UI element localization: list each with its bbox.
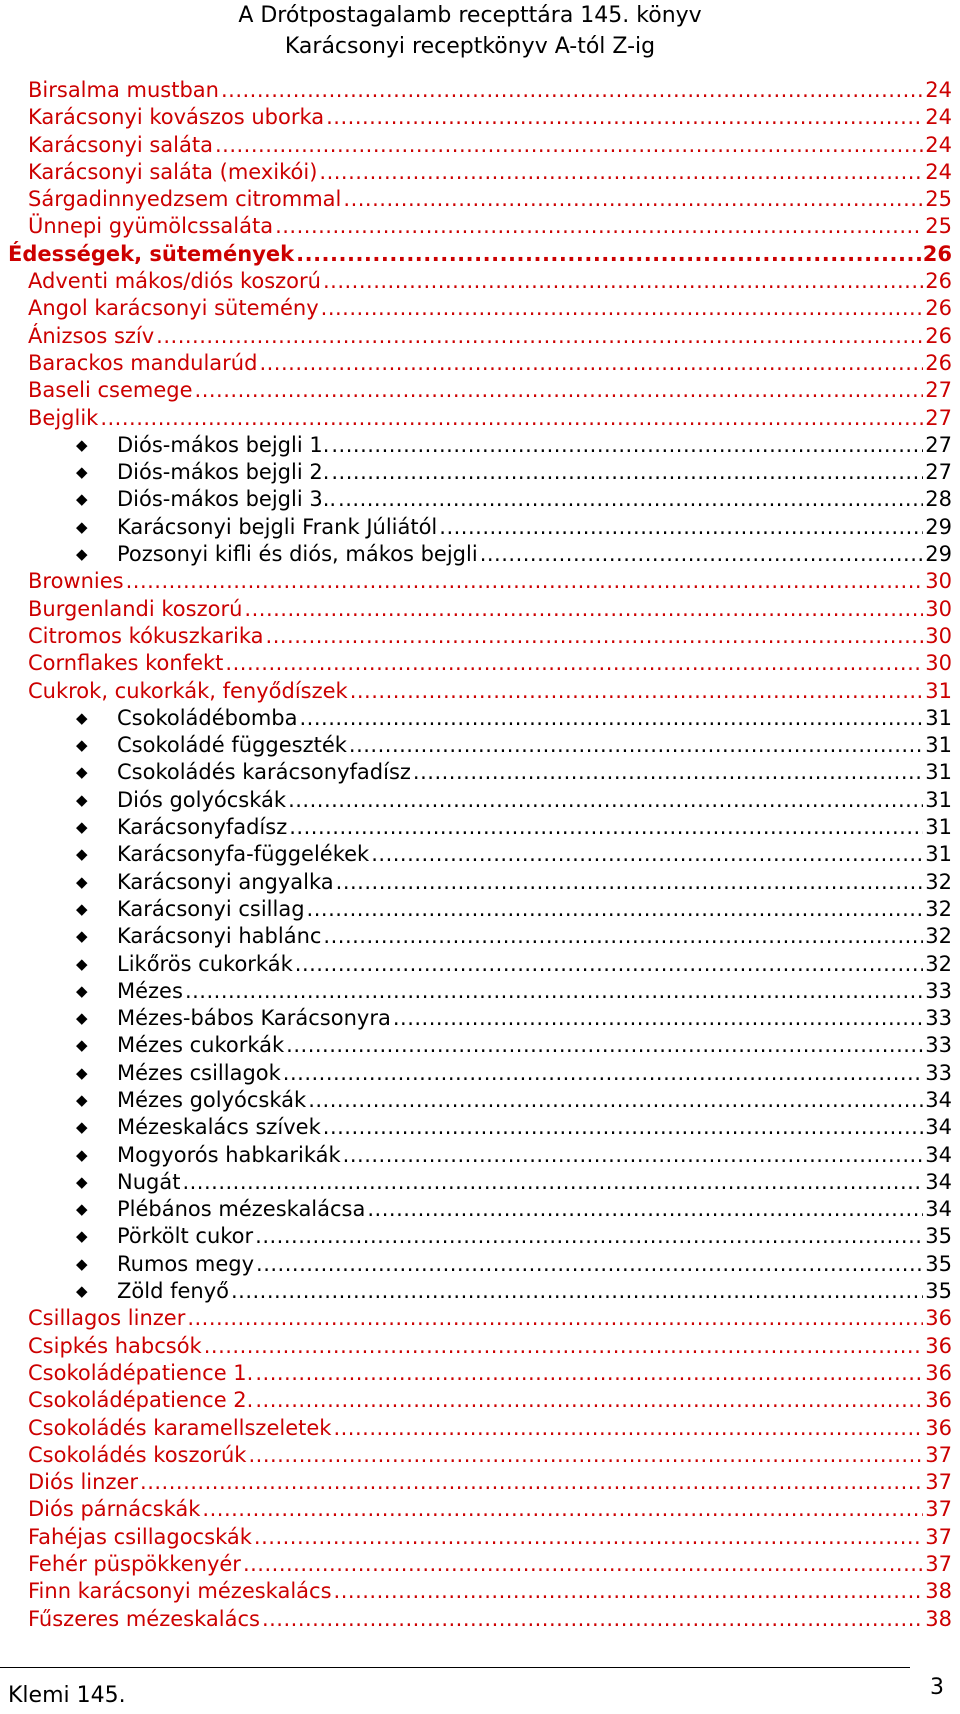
toc-subentry[interactable] [0,841,960,868]
toc-entry[interactable] [0,377,960,404]
toc-entry-title: Likőrös cukorkák [117,951,293,976]
dot-leader [225,650,923,677]
toc-entry[interactable] [0,1606,960,1633]
toc-entry-page: 30 [925,569,952,594]
toc-entry-page: 37 [925,1524,952,1549]
toc-entry-page: 32 [925,896,952,921]
toc-entry-title: Karácsonyi hablánc [117,924,322,949]
toc-entry-page: 31 [925,815,952,840]
diamond-bullet-icon: ◆ [76,954,88,973]
toc-subentry[interactable] [0,896,960,923]
toc-entry-page: 32 [925,924,952,949]
toc-entry-page: 24 [925,132,952,157]
diamond-bullet-icon: ◆ [76,490,88,509]
toc-entry[interactable] [0,1496,960,1523]
toc-entry-page: 31 [925,760,952,785]
toc-entry[interactable] [0,1333,960,1360]
toc-entry[interactable] [0,596,960,623]
toc-entry-page: 31 [925,787,952,812]
toc-entry-page: 30 [925,623,952,648]
toc-entry-title: Karácsonyi bejgli Frank Júliától [117,514,438,539]
dot-leader [319,159,923,186]
toc-entry-title: Diós golyócskák [117,787,287,812]
toc-entry-title: Karácsonyi csillag [117,896,305,921]
dot-leader [349,732,923,759]
toc-entry-page: 36 [925,1360,952,1385]
toc-entry-title: Fehér püspökkenyér [28,1552,241,1577]
dot-leader [343,1142,924,1169]
dot-leader [323,268,923,295]
diamond-bullet-icon: ◆ [76,1145,88,1164]
diamond-bullet-icon: ◆ [76,708,88,727]
toc-subentry[interactable] [0,1251,960,1278]
toc-entry-title: Zöld fenyő [117,1279,229,1304]
toc-entry-page: 30 [925,651,952,676]
toc-entry-page: 26 [925,269,952,294]
toc-entry-page: 25 [925,214,952,239]
toc-subentry[interactable] [0,1196,960,1223]
toc-entry-page: 35 [925,1224,952,1249]
toc-entry-page: 34 [925,1142,952,1167]
toc-entry[interactable] [0,1524,960,1551]
toc-entry[interactable] [0,295,960,322]
toc-entry-title: Plébános mézeskalácsa [117,1197,366,1222]
dot-leader [204,1333,924,1360]
toc-entry-title: Diós-mákos bejgli 1. [117,432,330,457]
toc-subentry[interactable] [0,1032,960,1059]
toc-entry-title: Pozsonyi kifli és diós, mákos bejgli [117,542,478,567]
dot-leader [439,514,923,541]
toc-entry-page: 26 [925,350,952,375]
toc-entry-title: Karácsonyfa-függelékek [117,842,370,867]
dot-leader [413,759,923,786]
diamond-bullet-icon: ◆ [76,435,88,454]
toc-entry-page: 29 [925,514,952,539]
dot-leader [326,104,923,131]
toc-subentry[interactable] [0,486,960,513]
diamond-bullet-icon: ◆ [76,1090,88,1109]
dot-leader [195,377,924,404]
toc-entry-title: Karácsonyi kovászos uborka [28,105,325,130]
toc-entry-title: Csokoládés karácsonyfadísz [117,760,411,785]
toc-entry-page: 35 [925,1279,952,1304]
toc-entry-page: 27 [925,460,952,485]
toc-entry-title: Csipkés habcsók [28,1333,202,1358]
toc-entry-title: Csokoládés karamellszeletek [28,1415,332,1440]
toc-entry-page: 27 [925,432,952,457]
toc-entry[interactable] [0,1469,960,1496]
diamond-bullet-icon: ◆ [76,872,88,891]
diamond-bullet-icon: ◆ [76,981,88,1000]
dot-leader [393,1005,923,1032]
toc-entry-page: 25 [925,187,952,212]
toc-section-heading[interactable] [0,241,960,268]
toc-entry-page: 32 [925,869,952,894]
toc-entry-page: 34 [925,1087,952,1112]
dot-leader [248,1442,923,1469]
dot-leader [231,1278,923,1305]
toc-subentry[interactable] [0,869,960,896]
toc-entry-page: 31 [925,842,952,867]
toc-entry-title: Diós linzer [28,1470,139,1495]
toc-entry-title: Bejglik [28,405,99,430]
toc-subentry[interactable] [0,1142,960,1169]
toc-entry-title: Cukrok, cukorkák, fenyődíszek [28,678,348,703]
dot-leader [255,1387,923,1414]
dot-leader [255,1223,923,1250]
toc-entry-page: 37 [925,1552,952,1577]
toc-subentry[interactable] [0,432,960,459]
dot-leader [288,787,923,814]
footer-author: Klemi 145. [8,1683,126,1708]
dot-leader [321,295,924,322]
diamond-bullet-icon: ◆ [76,1118,88,1137]
table-of-contents [0,77,960,1633]
diamond-bullet-icon: ◆ [76,818,88,837]
toc-entry-page: 38 [925,1579,952,1604]
toc-entry-title: Sárgadinnyedzsem citrommal [28,187,342,212]
dot-leader [275,213,923,240]
dot-leader [283,1060,923,1087]
diamond-bullet-icon: ◆ [76,463,88,482]
dot-leader [331,459,923,486]
dot-leader [259,350,923,377]
toc-entry-page: 33 [925,1060,952,1085]
toc-entry-page: 36 [925,1306,952,1331]
page-number: 3 [930,1675,944,1700]
toc-entry-page: 24 [925,159,952,184]
toc-subentry[interactable] [0,459,960,486]
toc-entry[interactable] [0,132,960,159]
toc-subentry[interactable] [0,514,960,541]
toc-entry[interactable] [0,650,960,677]
dot-leader [331,432,923,459]
diamond-bullet-icon: ◆ [76,1036,88,1055]
toc-subentry[interactable] [0,1169,960,1196]
toc-entry-title: Rumos megy [117,1251,255,1276]
toc-entry-page: 36 [925,1415,952,1440]
toc-entry[interactable] [0,186,960,213]
toc-entry-title: Barackos mandularúd [28,350,258,375]
dot-leader [300,705,924,732]
toc-entry-page: 24 [925,78,952,102]
dot-leader [333,1415,923,1442]
diamond-bullet-icon: ◆ [76,545,88,564]
toc-entry[interactable] [0,1442,960,1469]
toc-entry-page: 24 [925,105,952,130]
toc-subentry[interactable] [0,1060,960,1087]
dot-leader [182,1169,923,1196]
toc-entry-title: Burgenlandi koszorú [28,596,243,621]
toc-entry-title: Karácsonyfadísz [117,815,288,840]
toc-entry-title: Mézeskalács szívek [117,1115,321,1140]
header-subtitle: Karácsonyi receptkönyv A-tól Z-ig [284,34,656,59]
dot-leader [350,678,924,705]
toc-entry-title: Mogyorós habkarikák [117,1142,341,1167]
dot-leader [185,978,923,1005]
toc-entry-page: 33 [925,978,952,1003]
toc-entry-title: Ünnepi gyümölcssaláta [28,214,274,239]
toc-subentry[interactable] [0,759,960,786]
dot-leader [243,1551,923,1578]
dot-leader [254,1524,923,1551]
dot-leader [266,623,924,650]
toc-entry-page: 29 [925,542,952,567]
toc-entry-title: Finn karácsonyi mézeskalács [28,1579,332,1604]
toc-subentry[interactable] [0,541,960,568]
toc-entry-page: 38 [925,1606,952,1631]
toc-entry-title: Karácsonyi saláta (mexikói) [28,159,318,184]
toc-subentry[interactable] [0,1114,960,1141]
toc-entry[interactable] [0,323,960,350]
toc-entry-page: 36 [925,1333,952,1358]
toc-entry[interactable] [0,104,960,131]
toc-entry-title: Diós-mákos bejgli 3.. [117,487,337,512]
toc-entry-title: Mézes [117,978,183,1003]
dot-leader [221,77,923,104]
toc-entry-title: Csokoládé függeszték [117,733,347,758]
dot-leader [334,1578,924,1605]
diamond-bullet-icon: ◆ [76,1172,88,1191]
dot-leader [262,1606,923,1633]
toc-subentry[interactable] [0,1223,960,1250]
toc-entry-page: 26 [922,241,952,266]
toc-entry-title: Csokoládébomba [117,705,298,730]
dot-leader [100,405,923,432]
toc-subentry[interactable] [0,814,960,841]
toc-entry-title: Baseli csemege [28,378,193,403]
toc-entry-page: 37 [925,1497,952,1522]
toc-entry-title: Csillagos linzer [28,1306,186,1331]
toc-entry-title: Csokoládépatience 1. [28,1360,254,1385]
toc-entry-page: 35 [925,1251,952,1276]
toc-entry-title: Fahéjas csillagocskák [28,1524,252,1549]
diamond-bullet-icon: ◆ [76,763,88,782]
toc-entry-title: Édességek, sütemények [8,241,295,266]
toc-entry-page: 37 [925,1442,952,1467]
toc-entry-title: Diós párnácskák [28,1497,201,1522]
toc-entry-page: 34 [925,1115,952,1140]
dot-leader [140,1469,923,1496]
toc-entry-title: Mézes golyócskák [117,1087,307,1112]
header-book-title: A Drótpostagalamb recepttára 145. könyv [238,3,702,28]
dot-leader [156,323,923,350]
dot-leader [480,541,924,568]
toc-entry[interactable] [0,268,960,295]
dot-leader [244,596,923,623]
toc-entry[interactable] [0,1578,960,1605]
toc-entry[interactable] [0,1387,960,1414]
toc-entry[interactable] [0,77,960,104]
toc-entry[interactable] [0,1360,960,1387]
footer-divider [0,1667,910,1668]
toc-entry-page: 33 [925,1033,952,1058]
toc-entry[interactable] [0,568,960,595]
toc-entry-title: Brownies [28,569,124,594]
toc-subentry[interactable] [0,1278,960,1305]
diamond-bullet-icon: ◆ [76,736,88,755]
page-header [200,0,740,62]
toc-entry-title: Pörkölt cukor [117,1224,254,1249]
diamond-bullet-icon: ◆ [76,517,88,536]
toc-entry-page: 34 [925,1169,952,1194]
diamond-bullet-icon: ◆ [76,1254,88,1273]
dot-leader [255,1360,923,1387]
toc-entry-title: Karácsonyi angyalka [117,869,334,894]
diamond-bullet-icon: ◆ [76,899,88,918]
toc-entry[interactable] [0,623,960,650]
toc-subentry[interactable] [0,978,960,1005]
diamond-bullet-icon: ◆ [76,845,88,864]
toc-entry-title: Adventi mákos/diós koszorú [28,269,321,294]
toc-entry[interactable] [0,159,960,186]
toc-entry-page: 26 [925,296,952,321]
diamond-bullet-icon: ◆ [76,1063,88,1082]
dot-leader [126,568,924,595]
toc-entry-page: 36 [925,1388,952,1413]
toc-subentry[interactable] [0,951,960,978]
toc-entry-title: Angol karácsonyi sütemény [28,296,319,321]
toc-entry[interactable] [0,1305,960,1332]
toc-subentry[interactable] [0,787,960,814]
toc-entry[interactable] [0,350,960,377]
toc-entry-page: 30 [925,596,952,621]
toc-subentry[interactable] [0,923,960,950]
diamond-bullet-icon: ◆ [76,1227,88,1246]
toc-entry-page: 34 [925,1197,952,1222]
toc-entry-title: Karácsonyi saláta [28,132,213,157]
dot-leader [367,1196,923,1223]
dot-leader [343,186,923,213]
dot-leader [371,841,923,868]
toc-entry-title: Cornflakes konfekt [28,651,224,676]
diamond-bullet-icon: ◆ [76,790,88,809]
dot-leader [308,1087,923,1114]
toc-entry-title: Diós-mákos bejgli 2. [117,460,330,485]
dot-leader [295,951,924,978]
dot-leader [323,923,923,950]
toc-entry-page: 31 [925,733,952,758]
toc-entry-page: 27 [925,378,952,403]
toc-entry-title: Csokoládépatience 2. [28,1388,254,1413]
toc-entry-page: 27 [925,405,952,430]
toc-subentry[interactable] [0,1005,960,1032]
toc-entry[interactable] [0,1551,960,1578]
toc-entry-title: Birsalma mustban [28,78,219,102]
dot-leader [289,814,923,841]
dot-leader [187,1305,923,1332]
diamond-bullet-icon: ◆ [76,927,88,946]
toc-entry-title: Mézes csillagok [117,1060,281,1085]
toc-entry-page: 33 [925,1006,952,1031]
toc-subentry[interactable] [0,732,960,759]
dot-leader [286,1032,923,1059]
toc-entry-page: 32 [925,951,952,976]
toc-entry-title: Mézes cukorkák [117,1033,285,1058]
toc-entry-page: 28 [925,487,952,512]
dot-leader [323,1114,924,1141]
diamond-bullet-icon: ◆ [76,1009,88,1028]
toc-subentry[interactable] [0,1087,960,1114]
dot-leader [307,896,924,923]
dot-leader [256,1251,923,1278]
toc-entry[interactable] [0,405,960,432]
toc-entry-title: Fűszeres mézeskalács [28,1606,260,1631]
toc-entry-page: 37 [925,1470,952,1495]
toc-entry[interactable] [0,1415,960,1442]
toc-entry-title: Nugát [117,1169,181,1194]
diamond-bullet-icon: ◆ [76,1282,88,1301]
toc-entry-page: 26 [925,323,952,348]
toc-entry-page: 31 [925,678,952,703]
dot-leader [215,132,923,159]
toc-entry-title: Csokoládés koszorúk [28,1442,247,1467]
toc-entry-title: Mézes-bábos Karácsonyra [117,1006,391,1031]
diamond-bullet-icon: ◆ [76,1200,88,1219]
dot-leader [202,1496,923,1523]
dot-leader [296,241,921,268]
toc-entry[interactable] [0,213,960,240]
dot-leader [336,869,924,896]
toc-entry-title: Citromos kókuszkarika [28,623,264,648]
toc-subentry[interactable] [0,705,960,732]
toc-entry-page: 31 [925,705,952,730]
toc-entry-title: Ánizsos szív [28,323,155,348]
toc-entry[interactable] [0,678,960,705]
dot-leader [338,486,923,513]
